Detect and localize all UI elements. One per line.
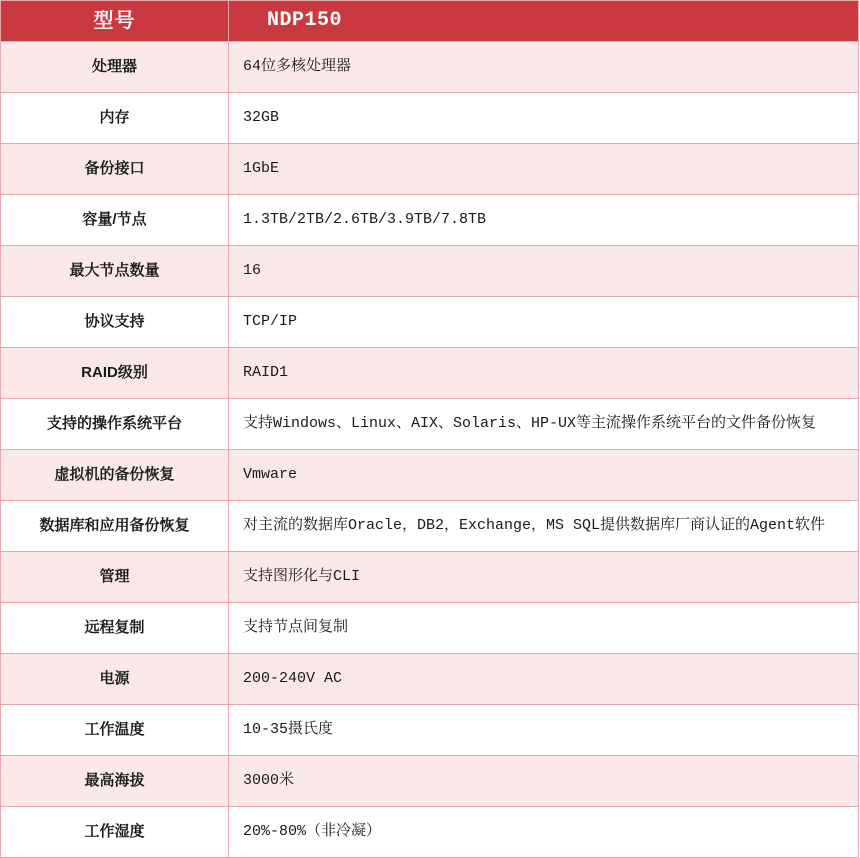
spec-label-operating-humidity: 工作湿度 <box>1 807 229 858</box>
spec-label-processor: 处理器 <box>1 42 229 93</box>
table-row <box>1 756 859 807</box>
spec-label-protocol-support: 协议支持 <box>1 297 229 348</box>
table-row <box>1 195 859 246</box>
spec-value-capacity-per-node: 1.3TB/2TB/2.6TB/3.9TB/7.8TB <box>229 195 859 246</box>
table-row <box>1 654 859 705</box>
table-row <box>1 501 859 552</box>
spec-label-memory: 内存 <box>1 93 229 144</box>
spec-label-remote-replication: 远程复制 <box>1 603 229 654</box>
spec-label-power: 电源 <box>1 654 229 705</box>
spec-value-operating-temperature: 10-35摄氏度 <box>229 705 859 756</box>
spec-value-management: 支持图形化与CLI <box>229 552 859 603</box>
spec-value-max-nodes: 16 <box>229 246 859 297</box>
table-row <box>1 246 859 297</box>
header-cell-model-label: 型号 <box>1 1 229 42</box>
header-cell-model-value: NDP150 <box>229 1 859 42</box>
spec-label-os-platform: 支持的操作系统平台 <box>1 399 229 450</box>
spec-label-vm-backup: 虚拟机的备份恢复 <box>1 450 229 501</box>
table-row <box>1 705 859 756</box>
spec-value-raid-level: RAID1 <box>229 348 859 399</box>
spec-label-operating-temperature: 工作温度 <box>1 705 229 756</box>
spec-value-power: 200-240V AC <box>229 654 859 705</box>
spec-label-max-altitude: 最高海拔 <box>1 756 229 807</box>
table-row <box>1 144 859 195</box>
table-row <box>1 807 859 858</box>
table-row <box>1 399 859 450</box>
spec-label-management: 管理 <box>1 552 229 603</box>
spec-value-backup-interface: 1GbE <box>229 144 859 195</box>
spec-value-db-app-backup: 对主流的数据库Oracle，DB2，Exchange，MS SQL提供数据库厂商认证的Agent软件 <box>229 501 859 552</box>
table-row <box>1 603 859 654</box>
table-row <box>1 450 859 501</box>
table-row <box>1 348 859 399</box>
table-header <box>1 1 859 42</box>
table-row <box>1 552 859 603</box>
spec-value-vm-backup: Vmware <box>229 450 859 501</box>
spec-label-max-nodes: 最大节点数量 <box>1 246 229 297</box>
table-row <box>1 93 859 144</box>
table-header-row <box>1 1 859 42</box>
spec-value-operating-humidity: 20%-80%（非冷凝） <box>229 807 859 858</box>
spec-value-processor: 64位多核处理器 <box>229 42 859 93</box>
spec-value-remote-replication: 支持节点间复制 <box>229 603 859 654</box>
table-body <box>1 42 859 858</box>
table-row <box>1 297 859 348</box>
spec-value-max-altitude: 3000米 <box>229 756 859 807</box>
spec-label-backup-interface: 备份接口 <box>1 144 229 195</box>
spec-label-db-app-backup: 数据库和应用备份恢复 <box>1 501 229 552</box>
spec-value-os-platform: 支持Windows、Linux、AIX、Solaris、HP-UX等主流操作系统平台的文件备份恢复 <box>229 399 859 450</box>
spec-value-protocol-support: TCP/IP <box>229 297 859 348</box>
spec-value-memory: 32GB <box>229 93 859 144</box>
spec-label-capacity-per-node: 容量/节点 <box>1 195 229 246</box>
spec-label-raid-level: RAID级别 <box>1 348 229 399</box>
table-row <box>1 42 859 93</box>
